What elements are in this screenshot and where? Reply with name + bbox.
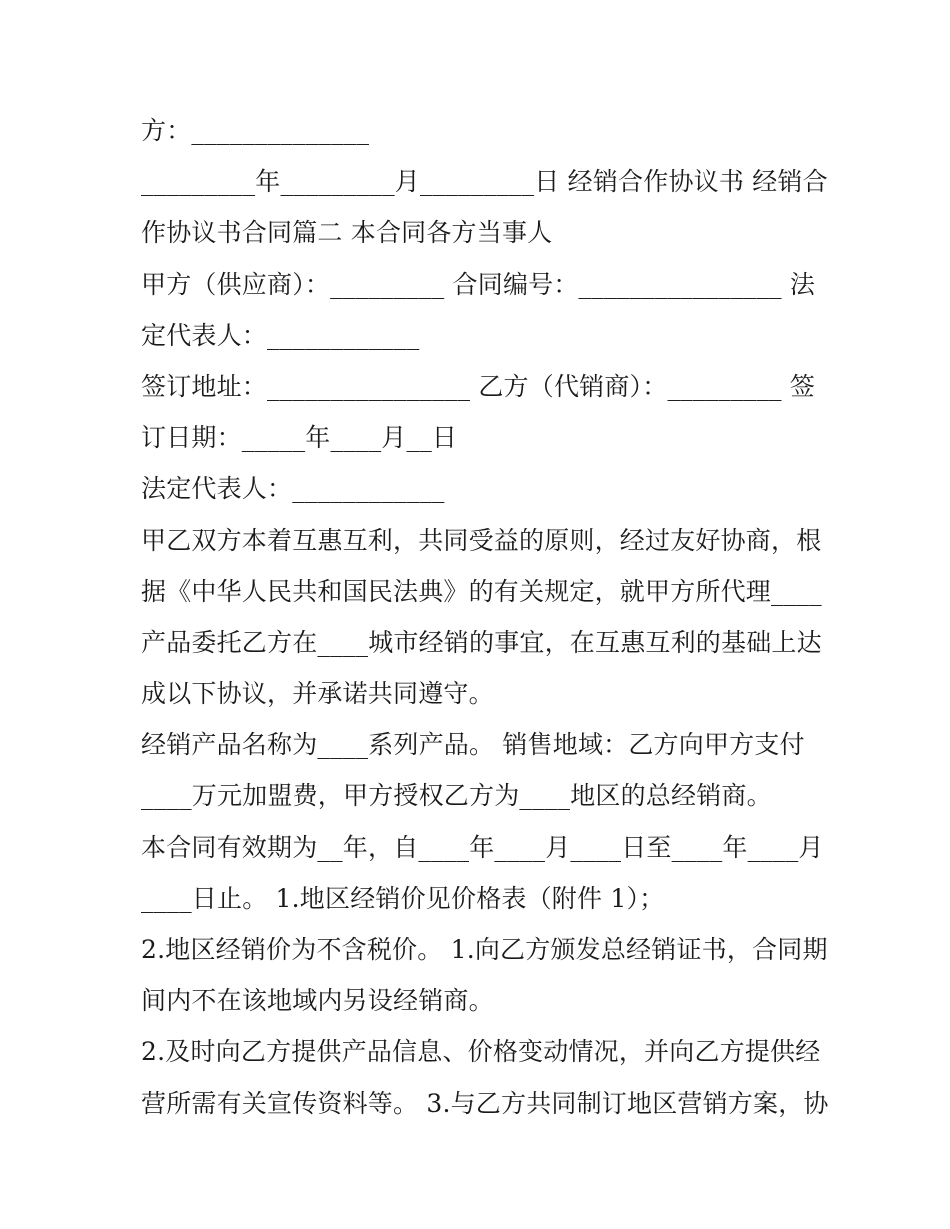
text-line: 间内不在该地域内另设经销商。 (141, 986, 494, 1016)
text-line: 据《中华人民共和国民法典》的有关规定，就甲方所代理____ (141, 576, 822, 606)
text-line: 签订地址：________________ 乙方（代销商）：_________ 签 (141, 371, 816, 401)
text-line: 营所需有关宣传资料等。 3.与乙方共同制订地区营销方案，协 (141, 1088, 829, 1118)
text-line: 经销产品名称为____系列产品。 销售地域：乙方向甲方支付 (141, 730, 805, 760)
text-line: 甲方（供应商）：_________ 合同编号：________________ 法 (141, 269, 816, 299)
text-line: 成以下协议，并承诺共同遵守。 (141, 679, 494, 709)
text-line: 2.地区经销价为不含税价。 1.向乙方颁发总经销证书，合同期 (141, 935, 828, 964)
text-line: 2.及时向乙方提供产品信息、价格变动情况，并向乙方提供经 (141, 1037, 821, 1067)
text-line: 法定代表人：____________ (141, 474, 445, 504)
text-line: 甲乙双方本着互惠互利，共同受益的原则，经过友好协商，根 (141, 525, 822, 555)
text-line: ____万元加盟费，甲方授权乙方为____地区的总经销商。 (141, 781, 772, 811)
text-line: 产品委托乙方在____城市经销的事宜，在互惠互利的基础上达 (141, 627, 822, 657)
text-line: ____日止。 1.地区经销价见价格表（附件 1）； (141, 883, 665, 913)
text-line: _________年_________月_________日 经销合作协议书 经销合 (141, 167, 828, 197)
text-line: 作协议书合同篇二 本合同各方当事人 (141, 218, 553, 248)
text-line: 定代表人：____________ (141, 320, 420, 350)
text-line: 方：______________ (141, 116, 370, 145)
document-body (141, 105, 829, 1129)
text-line: 本合同有效期为__年，自____年____月____日至____年____月 (141, 832, 824, 862)
text-line: 订日期：_____年____月__日 (141, 423, 458, 453)
